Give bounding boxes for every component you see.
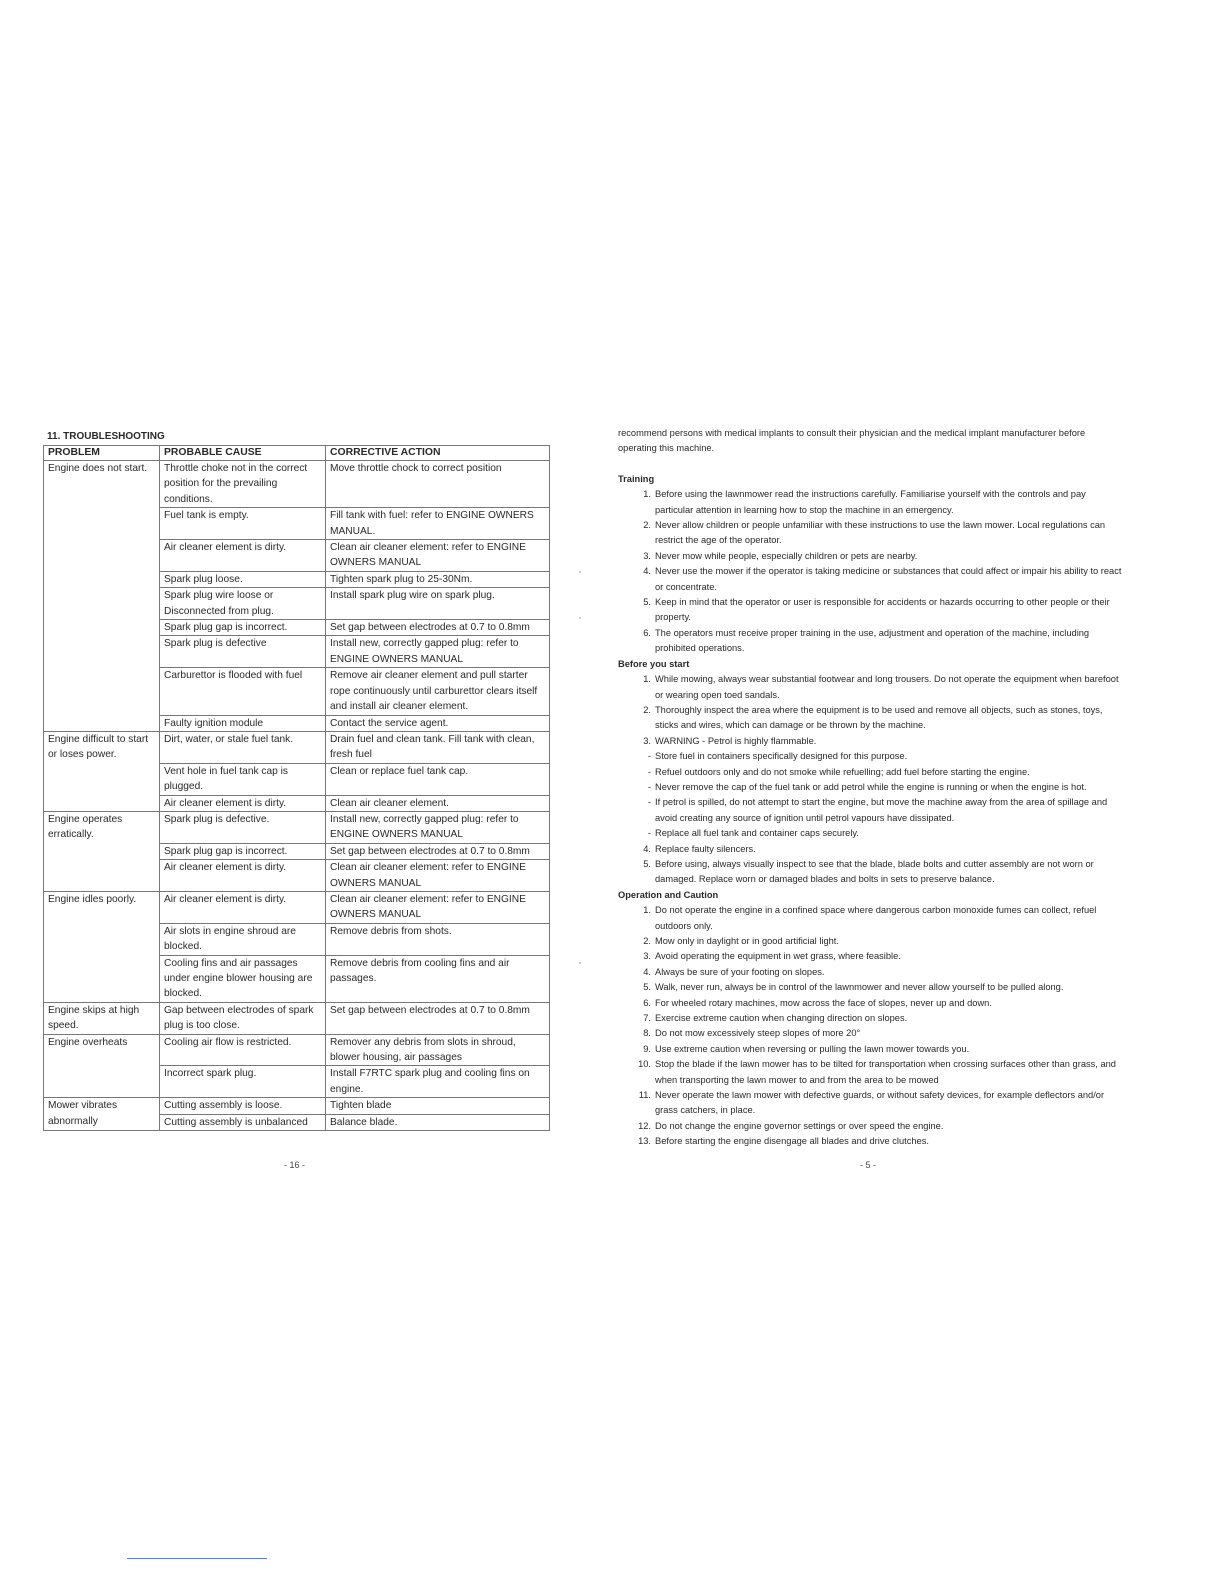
list-item-number: 1. [643, 489, 651, 500]
list-item-text: If petrol is spilled, do not attempt to start the engine, but move the machine away from the area of spillage and avoid creating any source of ignition until petrol vapours have dissipated. [655, 797, 1108, 823]
cause-cell: Fuel tank is empty. [160, 508, 326, 540]
list-item-text: Walk, never run, always be in control of the lawnmower and never allow yourself to be pulled along. [655, 982, 1064, 993]
action-cell: Remover any debris from slots in shroud, blower housing, air passages [326, 1034, 550, 1066]
list-item-number: 2. [643, 704, 651, 715]
action-cell: Move throttle chock to correct position [326, 461, 550, 508]
list-item-number: 1. [643, 905, 651, 916]
action-cell: Install spark plug wire on spark plug. [326, 588, 550, 620]
troubleshooting-table [43, 445, 550, 1131]
cause-cell: Cutting assembly is unbalanced [160, 1114, 326, 1130]
list-item [618, 765, 1122, 780]
page-number-left: - 16 - [284, 1160, 306, 1170]
problem-cell: Engine idles poorly. [44, 891, 160, 1002]
list-item-number: 10. [638, 1059, 651, 1070]
action-cell: Set gap between electrodes at 0.7 to 0.8mm [326, 620, 550, 636]
cause-cell: Cutting assembly is loose. [160, 1098, 326, 1114]
list-item [618, 980, 1122, 995]
list-item [618, 487, 1122, 518]
list-item-number: 13. [638, 1136, 651, 1147]
problem-cell: Engine does not start. [44, 461, 160, 732]
safety-page [618, 426, 1122, 1150]
list-item [618, 949, 1122, 964]
list-item-text: Never remove the cap of the fuel tank or add petrol while the engine is running or when the engine is hot. [655, 781, 1087, 792]
list-item-text: Store fuel in containers specifically designed for this purpose. [655, 751, 908, 762]
action-cell: Set gap between electrodes at 0.7 to 0.8mm [326, 1002, 550, 1034]
page-number-right: - 5 - [860, 1160, 877, 1170]
list-item [618, 795, 1122, 826]
action-cell: Clean air cleaner element. [326, 795, 550, 811]
list-item-number: 11. [638, 1090, 651, 1101]
list-item-number: 6. [643, 627, 651, 638]
list-item-number: 6. [643, 997, 651, 1008]
list-item [618, 1026, 1122, 1041]
problem-cell: Engine overheats [44, 1034, 160, 1098]
header-action: CORRECTIVE ACTION [326, 446, 550, 461]
cause-cell: Spark plug wire loose or Disconnected from plug. [160, 588, 326, 620]
section-title: 11. TROUBLESHOOTING [47, 431, 165, 442]
cause-cell: Dirt, water, or stale fuel tank. [160, 731, 326, 763]
header-cause: PROBABLE CAUSE [160, 446, 326, 461]
list-item [618, 1042, 1122, 1057]
problem-cell: Engine operates erratically. [44, 811, 160, 891]
list-item-number: 2. [643, 936, 651, 946]
table-row [44, 1098, 550, 1114]
list-item [618, 996, 1122, 1011]
list-item-number: 5. [643, 858, 651, 869]
list-item [618, 842, 1122, 857]
list-item-text: Exercise extreme caution when changing direction on slopes. [655, 1013, 908, 1024]
list-item [618, 1088, 1122, 1119]
action-cell: Contact the service agent. [326, 715, 550, 731]
cause-cell: Gap between electrodes of spark plug is too close. [160, 1002, 326, 1034]
list-item-number: 3. [643, 735, 651, 746]
list-item-number: 5. [643, 597, 651, 608]
list-item-number: - [647, 781, 651, 792]
list-item-number: 8. [643, 1028, 651, 1039]
header-problem: PROBLEM [44, 446, 160, 461]
list-item-text: While mowing, always wear substantial footwear and long trousers. Do not operate the equipment when barefoot or wearing open toed sandals. [655, 674, 1119, 700]
action-cell: Clean or replace fuel tank cap. [326, 763, 550, 795]
action-cell: Balance blade. [326, 1114, 550, 1130]
list-item-number: - [647, 766, 651, 777]
list-item-text: WARNING - Petrol is highly flammable. [655, 735, 817, 746]
table-body [44, 461, 550, 1131]
table-row [44, 1002, 550, 1034]
list-item-text: Replace faulty silencers. [655, 843, 756, 854]
list-item [618, 1011, 1122, 1026]
action-cell: Drain fuel and clean tank. Fill tank with clean, fresh fuel [326, 731, 550, 763]
cause-cell: Throttle choke not in the correct position for the prevailing conditions. [160, 461, 326, 508]
action-cell: Tighten spark plug to 25-30Nm. [326, 571, 550, 587]
intro-paragraph: recommend persons with medical implants to consult their physician and the medical implant manufacturer before operating this machine. [618, 428, 1086, 454]
table-row [44, 891, 550, 923]
cause-cell: Air cleaner element is dirty. [160, 540, 326, 572]
table-row [44, 731, 550, 763]
list-item-text: Before starting the engine disengage all blades and drive clutches. [655, 1136, 929, 1147]
cause-cell: Vent hole in fuel tank cap is plugged. [160, 763, 326, 795]
action-cell: Remove air cleaner element and pull starter rope continuously until carburettor clears itself and install air cleaner element. [326, 668, 550, 715]
list-item-number: 4. [643, 843, 651, 854]
heading-before-start: Before you start [618, 658, 690, 669]
list-item-text: Never use the mower if the operator is taking medicine or substances that could affect or impair his ability to react or concentrate. [655, 566, 1122, 592]
action-cell: Fill tank with fuel: refer to ENGINE OWNERS MANUAL. [326, 508, 550, 540]
list-item-number: 7. [643, 1013, 651, 1024]
cause-cell: Carburettor is flooded with fuel [160, 668, 326, 715]
cause-cell: Spark plug gap is incorrect. [160, 620, 326, 636]
list-item-text: For wheeled rotary machines, mow across the face of slopes, never up and down. [655, 997, 992, 1008]
problem-cell: Mower vibrates abnormally [44, 1098, 160, 1131]
list-item-text: Stop the blade if the lawn mower has to be tilted for transportation when crossing surfaces other than grass, and when transporting the lawn mower to and from the area to be mowed [655, 1059, 1116, 1085]
cause-cell: Incorrect spark plug. [160, 1066, 326, 1098]
table-row [44, 461, 550, 508]
list-item-number: 4. [643, 566, 651, 577]
list-item-number: 2. [643, 520, 651, 531]
list-item-number: 12. [638, 1120, 651, 1131]
action-cell: Clean air cleaner element: refer to ENGINE OWNERS MANUAL [326, 860, 550, 892]
operation-list [618, 903, 1122, 1150]
cause-cell: Faulty ignition module [160, 715, 326, 731]
list-item-number: - [647, 751, 651, 762]
list-item [618, 703, 1122, 734]
list-item [618, 780, 1122, 795]
cause-cell: Air slots in engine shroud are blocked. [160, 923, 326, 955]
list-item [618, 518, 1122, 549]
cause-cell: Air cleaner element is dirty. [160, 891, 326, 923]
list-item-number: 9. [643, 1043, 651, 1054]
troubleshooting-page [43, 430, 551, 1131]
action-cell: Tighten blade [326, 1098, 550, 1114]
problem-cell: Engine skips at high speed. [44, 1002, 160, 1034]
problem-cell: Engine difficult to start or loses power. [44, 731, 160, 811]
scan-speck [579, 617, 581, 619]
action-cell: Set gap between electrodes at 0.7 to 0.8mm [326, 843, 550, 859]
list-item-text: Replace all fuel tank and container caps securely. [655, 828, 859, 839]
list-item [618, 749, 1122, 764]
list-item-text: Never mow while people, especially children or pets are nearby. [655, 550, 918, 561]
list-item-text: Avoid operating the equipment in wet grass, where feasible. [655, 951, 901, 962]
list-item-text: Do not operate the engine in a confined space where dangerous carbon monoxide fumes can collect, refuel outdoors only. [655, 905, 1097, 931]
list-item-text: Always be sure of your footing on slopes. [655, 966, 825, 977]
list-item [618, 672, 1122, 703]
list-item [618, 857, 1122, 888]
list-item [618, 965, 1122, 980]
list-item-text: Use extreme caution when reversing or pulling the lawn mower towards you. [655, 1043, 970, 1054]
action-cell: Clean air cleaner element: refer to ENGINE OWNERS MANUAL [326, 891, 550, 923]
scan-speck [579, 962, 581, 964]
cause-cell: Spark plug loose. [160, 571, 326, 587]
cause-cell: Cooling air flow is restricted. [160, 1034, 326, 1066]
blue-rule-line [127, 1558, 267, 1559]
action-cell: Install new, correctly gapped plug: refer to ENGINE OWNERS MANUAL [326, 636, 550, 668]
list-item-text: Do not change the engine governor settings or over speed the engine. [655, 1120, 944, 1131]
list-item [618, 1134, 1122, 1149]
list-item-text: The operators must receive proper training in the use, adjustment and operation of the machine, including prohibited operations. [655, 627, 1090, 654]
table-row [44, 811, 550, 843]
action-cell: Install new, correctly gapped plug: refer to ENGINE OWNERS MANUAL [326, 811, 550, 843]
list-item [618, 934, 1122, 949]
list-item-text: Before using the lawnmower read the instructions carefully. Familiarise yourself with the controls and pay particular attention in learning how to stop the machine in an emergency. [655, 489, 1086, 515]
action-cell: Remove debris from cooling fins and air passages. [326, 955, 550, 1002]
list-item-text: Thoroughly inspect the area where the equipment is to be used and remove all objects, such as stones, toys, sticks and wires, which can damage or be thrown by the machine. [655, 704, 1103, 731]
scan-speck [579, 571, 581, 573]
list-item [618, 564, 1122, 595]
list-item-number: 3. [643, 951, 651, 962]
table-header-row [44, 446, 550, 461]
list-item-number: - [647, 797, 651, 808]
heading-operation: Operation and Caution [618, 889, 719, 900]
heading-training: Training [618, 473, 655, 484]
cause-cell: Air cleaner element is dirty. [160, 860, 326, 892]
list-item-number: 1. [643, 674, 651, 685]
table-row [44, 1034, 550, 1066]
training-list [618, 487, 1122, 656]
list-item-number: - [647, 828, 651, 839]
list-item-text: Mow only in daylight or in good artificial light. [655, 936, 839, 946]
list-item-text: Refuel outdoors only and do not smoke while refuelling; add fuel before starting the engine. [655, 766, 1030, 777]
cause-cell: Spark plug is defective. [160, 811, 326, 843]
list-item [618, 595, 1122, 626]
list-item [618, 626, 1122, 657]
list-item-number: 5. [643, 982, 651, 993]
list-item [618, 734, 1122, 749]
action-cell: Remove debris from shots. [326, 923, 550, 955]
list-item-text: Keep in mind that the operator or user is responsible for accidents or hazards occurring to other people or their property. [655, 597, 1110, 623]
before-start-list [618, 672, 1122, 888]
list-item [618, 1057, 1122, 1088]
action-cell: Clean air cleaner element: refer to ENGINE OWNERS MANUAL [326, 540, 550, 572]
action-cell: Install F7RTC spark plug and cooling fins on engine. [326, 1066, 550, 1098]
list-item-text: Before using, always visually inspect to see that the blade, blade bolts and cutter assembly are not worn or damaged. Replace worn or damaged blades and bolts in sets to preserve balance. [655, 858, 1094, 885]
list-item-number: 4. [643, 966, 651, 977]
cause-cell: Cooling fins and air passages under engine blower housing are blocked. [160, 955, 326, 1002]
list-item-text: Never allow children or people unfamiliar with these instructions to use the lawn mower. Local regulations can restrict the age of the operator. [655, 520, 1106, 546]
list-item-text: Never operate the lawn mower with defective guards, or without safety devices, for example deflectors and/or grass catchers, in place. [655, 1090, 1105, 1116]
list-item [618, 549, 1122, 564]
list-item-number: 3. [643, 550, 651, 561]
list-item [618, 826, 1122, 841]
cause-cell: Spark plug gap is incorrect. [160, 843, 326, 859]
cause-cell: Spark plug is defective [160, 636, 326, 668]
list-item [618, 903, 1122, 934]
list-item-text: Do not mow excessively steep slopes of more 20° [655, 1028, 861, 1039]
cause-cell: Air cleaner element is dirty. [160, 795, 326, 811]
list-item [618, 1119, 1122, 1134]
